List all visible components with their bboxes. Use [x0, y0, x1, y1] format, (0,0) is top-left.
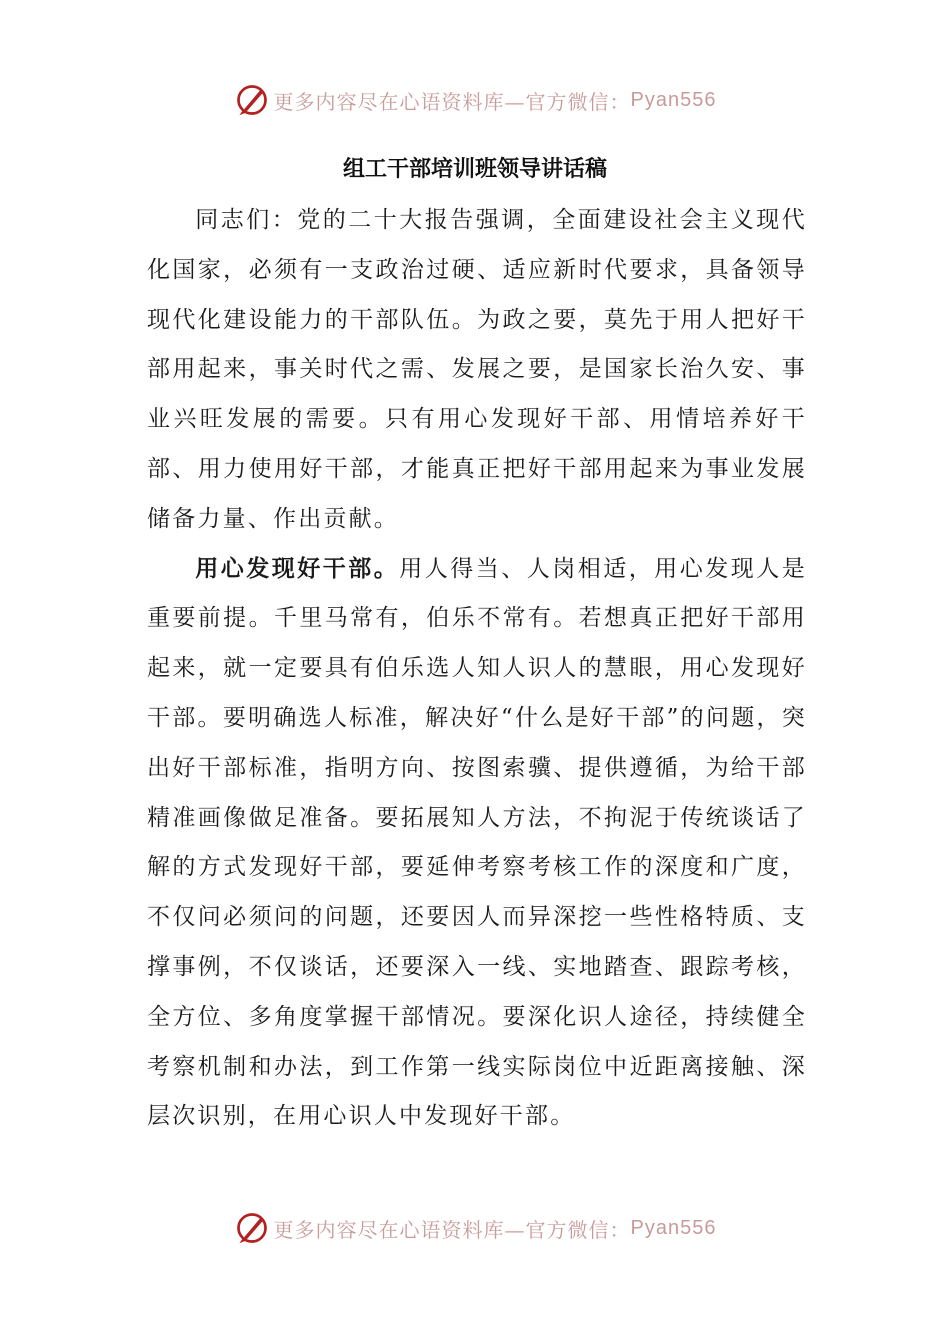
watermark-text: 更多内容尽在心语资料库—官方微信：: [273, 1217, 631, 1242]
document-title: 组工干部培训班领导讲话稿: [342, 157, 607, 182]
paragraph-text: 同志们：党的二十大报告强调，全面建设社会主义现代化国家，必须有一支政治过硬、适应新时代要求，具备领导现代化建设能力的干部队伍。为政之要，莫先于用人把好干部用起来，事关时代之需、发展之要，是国家长治久安、事业兴旺发展的需要。只有用心发现好干部、用情培养好干部、用力使用好干部，才能真正把好干部用起来为事业发展储备力量、作出贡献。: [147, 207, 807, 532]
paragraph-intro: [147, 196, 807, 545]
watermark-footer: [0, 1210, 950, 1246]
paragraph-lead: 用心发现好干部。: [195, 555, 400, 582]
watermark-header: [0, 82, 950, 118]
pen-logo-icon: [234, 82, 270, 118]
document-body: [147, 196, 807, 1142]
pen-logo-icon: [234, 1210, 270, 1246]
paragraph-text: 用人得当、人岗相适，用心发现人是重要前提。千里马常有，伯乐不常有。若想真正把好干部用起来，就一定要具有伯乐选人知人识人的慧眼，用心发现好干部。要明确选人标准，解决好“什么是好干部”的问题，突出好干部标准，指明方向、按图索骥、提供遵循，为给干部精准画像做足准备。要拓展知人方法，不拘泥于传统谈话了解的方式发现好干部，要延伸考察考核工作的深度和广度，不仅问必须问的问题，还要因人而异深挖一些性格特质、支撑事例，不仅谈话，还要深入一线、实地踏查、跟踪考核，全方位、多角度掌握干部情况。要深化识人途径，持续健全考察机制和办法，到工作第一线实际岗位中近距离接触、深层次识别，在用心识人中发现好干部。: [147, 555, 807, 1130]
watermark-id: Pyan556: [630, 88, 717, 111]
watermark-text: 更多内容尽在心语资料库—官方微信：: [273, 89, 631, 114]
watermark-id: Pyan556: [630, 1216, 717, 1239]
paragraph-discover-cadres: [147, 545, 807, 1143]
